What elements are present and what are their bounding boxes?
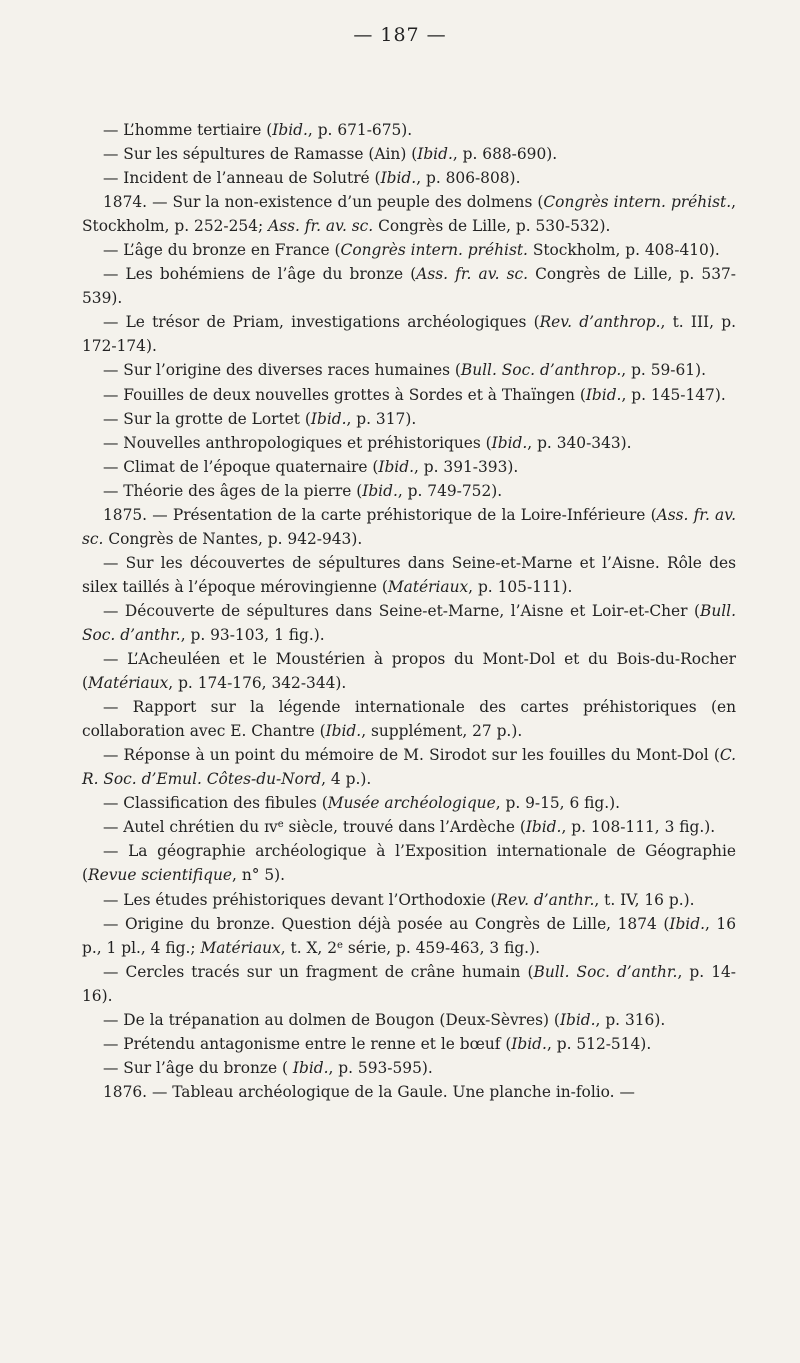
entry-text: — Classification des fibules ( — [103, 794, 328, 813]
page-number: — 187 — — [353, 24, 447, 46]
source-title: Ibid. — [272, 121, 308, 139]
entry-text: — L’homme tertiaire ( — [103, 121, 273, 139]
bibliography-entry — [82, 695, 736, 743]
entry-text: , n° 5). — [232, 866, 286, 885]
source-title: Congrès intern. préhist. — [340, 241, 528, 260]
bibliography-entry — [82, 262, 736, 310]
entry-text: — Rapport sur la légende internationale des cartes préhistoriques (en collaboration avec E. Chantre ( — [82, 698, 736, 741]
source-title: Ibid. — [380, 169, 417, 188]
entry-text: — Autel chrétien du ɪᴠ — [103, 818, 278, 837]
source-title: Ibid. — [325, 722, 362, 741]
entry-text: — Sur l’âge du bronze ( — [103, 1058, 293, 1077]
bibliography-entry — [82, 118, 736, 142]
entry-text: — Cercles tracés sur un fragment de crâne humain ( — [103, 962, 534, 981]
entry-text: , 16 p., 1 pl., 4 fig.; — [82, 914, 737, 957]
bibliography-entry — [82, 190, 736, 238]
bibliography-entry — [82, 1080, 736, 1104]
entry-text: — Sur les découvertes de sépultures dans Seine-et-Marne et l’Aisne. Rôle des silex taillés à l’époque mérovingienne ( — [82, 553, 736, 596]
entry-text: — La géographie archéologique à l’Exposition internationale de Géographie ( — [82, 842, 736, 885]
entry-text: — Les bohémiens de l’âge du bronze ( — [103, 265, 417, 284]
bibliography-entry — [82, 383, 736, 407]
source-title: Ass. fr. av. sc. — [82, 505, 736, 548]
entry-text: , p. 174-176, 342-344). — [168, 674, 347, 693]
entry-text: — Sur l’origine des diverses races humaines ( — [103, 361, 461, 380]
bibliography-entry — [82, 888, 736, 912]
entry-text: siècle, trouvé dans l’Ardèche ( — [283, 818, 526, 837]
bibliography-entry — [82, 839, 736, 887]
bibliography-entry — [82, 479, 736, 503]
entry-text: , p. 105-111). — [468, 577, 573, 596]
entry-text: — Le trésor de Priam, investigations archéologiques ( — [103, 313, 540, 332]
source-title: Ibid. — [310, 409, 347, 428]
entry-text: , p. 317). — [346, 409, 417, 428]
entry-text: , p. 391-393). — [413, 457, 519, 476]
entry-text: , t. X, 2 — [280, 938, 338, 957]
bibliography-entry — [82, 358, 736, 382]
entry-text: , p. 145-147). — [621, 385, 726, 404]
source-title: Ass. fr. av. sc. — [268, 217, 374, 236]
entry-text: , Stockholm, p. 252-254; — [82, 193, 737, 236]
source-title: Ibid. — [362, 481, 398, 500]
source-title: Ibid. — [525, 818, 562, 837]
entry-text: — L’Acheuléen et le Moustérien à propos du Mont-Dol et du Bois-du-Rocher ( — [82, 650, 736, 693]
bibliography-entry — [82, 1032, 736, 1056]
source-title: C. R. Soc. d’Emul. Côtes-du-Nord — [82, 746, 736, 789]
entry-text: , p. 59-61). — [621, 361, 706, 380]
entry-text: — Origine du bronze. Question déjà posée au Congrès de Lille, 1874 ( — [103, 914, 670, 933]
entry-text: — L’âge du bronze en France ( — [103, 241, 341, 260]
source-title: Ibid. — [378, 457, 414, 476]
entry-text: — Les études préhistoriques devant l’Orthodoxie ( — [103, 890, 497, 909]
bibliography-entry — [82, 407, 736, 431]
bibliography-entry — [82, 815, 736, 839]
bibliography-entry — [82, 310, 736, 358]
entry-text: , p. 93-103, 1 fig.). — [180, 625, 325, 644]
source-title: Bull. Soc. d’anthr. — [82, 601, 736, 644]
bibliography-entry — [82, 238, 736, 262]
entry-text: Stockholm, p. 408-410). — [527, 241, 720, 260]
source-title: Rev. d’anthr. — [496, 890, 595, 909]
entry-text: — Théorie des âges de la pierre ( — [103, 481, 363, 500]
source-title: Matériaux — [88, 674, 169, 693]
entry-text: série, p. 459-463, 3 fig.). — [342, 938, 540, 957]
bibliography-entry — [82, 431, 736, 455]
bibliography-entry — [82, 166, 736, 190]
entry-text: 1875. — Présentation de la carte préhistorique de la Loire-Inférieure ( — [103, 505, 657, 524]
source-title: Ibid. — [585, 385, 622, 404]
bibliography-entry — [82, 551, 736, 599]
entry-text: — Réponse à un point du mémoire de M. Sirodot sur les fouilles du Mont-Dol ( — [103, 746, 720, 765]
entry-text: , p. 512-514). — [546, 1034, 652, 1053]
source-title: Bull. Soc. d’anthr. — [533, 962, 678, 981]
entry-text: , supplément, 27 p.). — [361, 722, 523, 741]
bibliography-entry — [82, 647, 736, 695]
source-title: Ass. fr. av. sc. — [416, 265, 528, 284]
entry-text: , 4 p.). — [321, 770, 372, 789]
bibliography-entry — [82, 1056, 736, 1080]
bibliography-entry — [82, 503, 736, 551]
entry-text: , p. 340-343). — [527, 433, 632, 452]
source-title: Ibid. — [559, 1010, 596, 1029]
entry-text: Congrès de Nantes, p. 942-943). — [103, 529, 363, 548]
bibliography-entry — [82, 1008, 736, 1032]
source-title: Ibid. — [292, 1058, 329, 1077]
entry-text: — Climat de l’époque quaternaire ( — [103, 457, 379, 476]
source-title: Ibid. — [511, 1034, 547, 1053]
entry-text: , p. 593-595). — [328, 1058, 433, 1077]
entry-text: , p. 806-808). — [416, 169, 521, 188]
bibliography-entry — [82, 791, 736, 815]
source-title: Revue scientifique — [88, 866, 233, 885]
source-title: Rev. d’anthrop. — [539, 313, 661, 332]
entry-text: , p. 108-111, 3 fig.). — [561, 818, 716, 837]
bibliography-entry — [82, 743, 736, 791]
entry-text: — Découverte de sépultures dans Seine-et-Marne, l’Aisne et Loir-et-Cher ( — [103, 601, 701, 620]
entry-text: , p. 671-675). — [307, 121, 413, 139]
source-title: Musée archéologique — [327, 794, 496, 813]
source-title: Ibid. — [417, 145, 453, 164]
source-title: Matériaux — [387, 577, 469, 596]
entry-text: , p. 316). — [595, 1010, 666, 1029]
entry-text: — Nouvelles anthropologiques et préhistoriques ( — [103, 433, 492, 452]
entry-text: , p. 9-15, 6 fig.). — [495, 794, 621, 813]
source-title: Congrès intern. préhist. — [543, 193, 732, 212]
source-title: Ibid. — [669, 914, 705, 933]
entry-text: — Prétendu antagonisme entre le renne et le bœuf ( — [103, 1034, 512, 1053]
entry-text: , t. IV, 16 p.). — [594, 890, 695, 909]
entry-text: , p. 14-16). — [82, 962, 736, 1005]
source-title: Bull. Soc. d’anthrop. — [460, 361, 622, 380]
entry-text: 1874. — Sur la non-existence d’un peuple des dolmens ( — [103, 193, 544, 212]
bibliography-entry — [82, 455, 736, 479]
entry-text: 1876. — Tableau archéologique de la Gaule. Une planche in-folio. — — [103, 1082, 635, 1101]
entry-text: , p. 749-752). — [397, 481, 503, 500]
entry-text: — Fouilles de deux nouvelles grottes à Sordes et à Thaïngen ( — [103, 385, 586, 404]
entry-text: Congrès de Lille, p. 537-539). — [82, 265, 736, 308]
bibliography-entry — [82, 599, 736, 647]
bibliography-entry — [82, 912, 736, 960]
ordinal-superscript: e — [337, 939, 343, 951]
entry-text: , t. III, p. 172-174). — [82, 313, 736, 356]
entry-text: — Incident de l’anneau de Solutré ( — [103, 169, 381, 188]
entry-text: — Sur la grotte de Lortet ( — [103, 409, 311, 428]
source-title: Ibid. — [491, 433, 528, 452]
entry-text: — Sur les sépultures de Ramasse (Ain) ( — [103, 145, 418, 164]
entry-text: , p. 688-690). — [452, 145, 558, 164]
entry-text: — De la trépanation au dolmen de Bougon (Deux-Sèvres) ( — [103, 1010, 560, 1029]
bibliography-entry — [82, 142, 736, 166]
bibliography-entry — [82, 960, 736, 1008]
bibliography-list — [82, 118, 736, 1104]
ordinal-superscript: e — [277, 819, 284, 831]
entry-text: Congrès de Lille, p. 530-532). — [373, 217, 611, 236]
source-title: Matériaux — [200, 938, 281, 957]
